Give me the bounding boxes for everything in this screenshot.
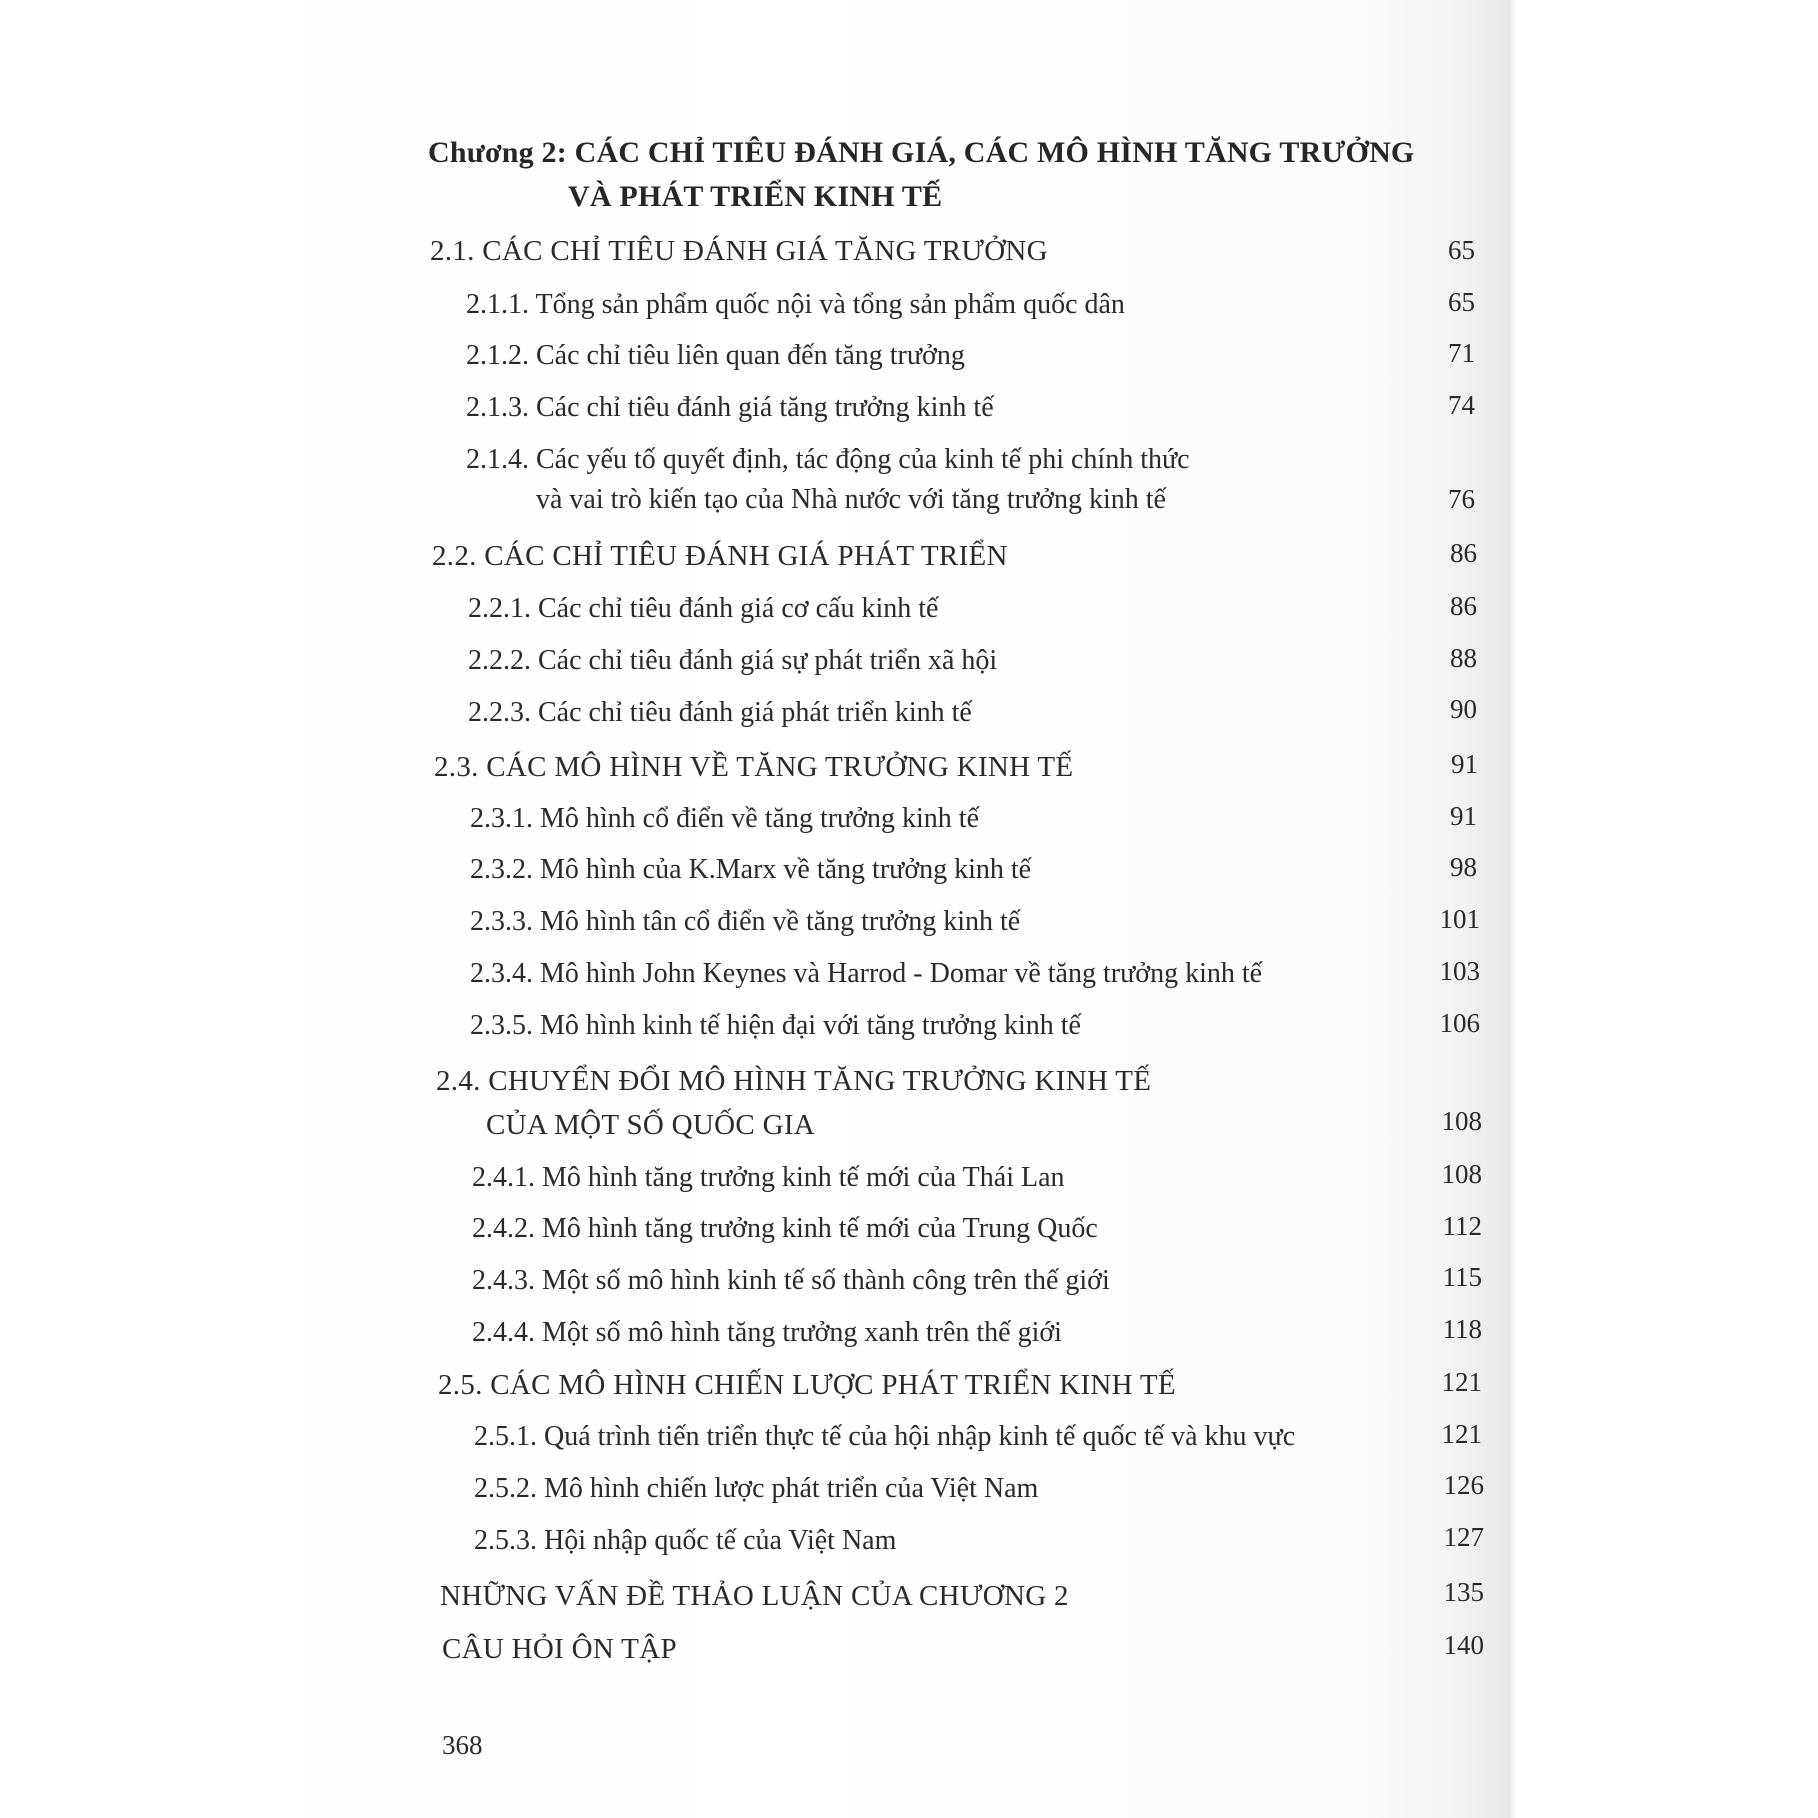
page-number: 368 xyxy=(442,1730,483,1760)
toc-entry-title: 2.5.3. Hội nhập quốc tế của Việt Nam xyxy=(474,1525,897,1556)
toc-entry-page: 76 xyxy=(1448,484,1475,514)
toc-entry-title: 2.1.3. Các chỉ tiêu đánh giá tăng trưởng kinh tế xyxy=(466,392,994,423)
toc-entry-title: 2.2. CÁC CHỈ TIÊU ĐÁNH GIÁ PHÁT TRIỂN xyxy=(432,540,1008,572)
toc-entry-page: 121 xyxy=(1441,1367,1482,1397)
page-edge-shadow xyxy=(1508,0,1516,1818)
toc-entry-page: 91 xyxy=(1450,801,1477,831)
toc-entry-page: 90 xyxy=(1450,694,1477,724)
toc-entry-title: NHỮNG VẤN ĐỀ THẢO LUẬN CỦA CHƯƠNG 2 xyxy=(440,1580,1069,1612)
toc-entry-page: 135 xyxy=(1443,1577,1484,1607)
toc-entry-title: 2.5. CÁC MÔ HÌNH CHIẾN LƯỢC PHÁT TRIỂN KINH TẾ xyxy=(438,1369,1176,1401)
toc-entry-page: 115 xyxy=(1442,1262,1482,1292)
toc-entry-page: 108 xyxy=(1441,1159,1482,1189)
toc-entry-title: 2.4.3. Một số mô hình kinh tế số thành công trên thế giới xyxy=(472,1265,1110,1296)
toc-entry-title: CÂU HỎI ÔN TẬP xyxy=(442,1633,677,1665)
toc-entry-title: 2.4.1. Mô hình tăng trưởng kinh tế mới của Thái Lan xyxy=(472,1162,1065,1193)
toc-entry-title: 2.2.2. Các chỉ tiêu đánh giá sự phát triển xã hội xyxy=(468,645,998,676)
toc-entry-page: 98 xyxy=(1450,852,1477,882)
toc-entry-page: 103 xyxy=(1439,956,1480,986)
toc-entry-title: 2.5.1. Quá trình tiến triển thực tế của hội nhập kinh tế quốc tế và khu vực xyxy=(474,1421,1296,1452)
toc-entry-title: 2.3.4. Mô hình John Keynes và Harrod - Domar về tăng trưởng kinh tế xyxy=(470,958,1263,989)
chapter-title-line-2: VÀ PHÁT TRIỂN KINH TẾ xyxy=(568,180,943,213)
toc-entry-page: 101 xyxy=(1439,904,1480,934)
toc-entry-title: 2.4.2. Mô hình tăng trưởng kinh tế mới của Trung Quốc xyxy=(472,1213,1098,1244)
toc-entry-page: 74 xyxy=(1448,390,1475,420)
toc-entry-page: 112 xyxy=(1442,1211,1482,1241)
toc-entry-page: 91 xyxy=(1451,749,1478,779)
toc-entry-title: 2.1.4. Các yếu tố quyết định, tác động của kinh tế phi chính thức xyxy=(466,444,1190,475)
toc-entry-page: 88 xyxy=(1450,643,1477,673)
toc-entry-title-continuation: CỦA MỘT SỐ QUỐC GIA xyxy=(486,1109,816,1141)
toc-entry-page: 71 xyxy=(1448,338,1475,368)
toc-entry-page: 108 xyxy=(1441,1106,1482,1136)
toc-entry-title: 2.5.2. Mô hình chiến lược phát triển của Việt Nam xyxy=(474,1473,1039,1504)
toc-entry-title: 2.3.2. Mô hình của K.Marx về tăng trưởng kinh tế xyxy=(470,854,1032,885)
toc-entry-title: 2.2.1. Các chỉ tiêu đánh giá cơ cấu kinh tế xyxy=(468,593,939,624)
toc-entry-title: 2.3. CÁC MÔ HÌNH VỀ TĂNG TRƯỞNG KINH TẾ xyxy=(434,751,1074,783)
toc-entry-title: 2.3.3. Mô hình tân cổ điển về tăng trưởng kinh tế xyxy=(470,906,1021,937)
toc-entry-page: 118 xyxy=(1442,1314,1482,1344)
toc-entry-page: 140 xyxy=(1443,1630,1484,1660)
toc-entry-title: 2.1.2. Các chỉ tiêu liên quan đến tăng trưởng xyxy=(466,340,965,371)
toc-entry-title: 2.1. CÁC CHỈ TIÊU ĐÁNH GIÁ TĂNG TRƯỞNG xyxy=(430,235,1048,267)
toc-entry-title: 2.4.4. Một số mô hình tăng trưởng xanh trên thế giới xyxy=(472,1317,1062,1348)
toc-entry-page: 65 xyxy=(1448,287,1475,317)
toc-entry-page: 126 xyxy=(1443,1470,1484,1500)
toc-entry-title: 2.4. CHUYỂN ĐỔI MÔ HÌNH TĂNG TRƯỞNG KINH TẾ xyxy=(436,1065,1152,1097)
toc-entry-title: 2.3.5. Mô hình kinh tế hiện đại với tăng trưởng kinh tế xyxy=(470,1010,1081,1041)
toc-entry-title: 2.2.3. Các chỉ tiêu đánh giá phát triển kinh tế xyxy=(468,697,972,728)
toc-entry-page: 86 xyxy=(1450,591,1477,621)
toc-entry-title: 2.3.1. Mô hình cổ điển về tăng trưởng kinh tế xyxy=(470,803,980,834)
toc-entry-page: 127 xyxy=(1443,1522,1484,1552)
toc-entry-page: 65 xyxy=(1448,235,1475,265)
toc-entry-title: 2.1.1. Tổng sản phẩm quốc nội và tổng sản phẩm quốc dân xyxy=(466,289,1125,320)
toc-entry-page: 121 xyxy=(1441,1419,1482,1449)
toc-entry-page: 86 xyxy=(1450,538,1477,568)
chapter-title-line-1: Chương 2: CÁC CHỈ TIÊU ĐÁNH GIÁ, CÁC MÔ HÌNH TĂNG TRƯỞNG xyxy=(428,136,1415,169)
toc-entry-page: 106 xyxy=(1439,1008,1480,1038)
toc-entry-title-continuation: và vai trò kiến tạo của Nhà nước với tăng trưởng kinh tế xyxy=(536,484,1166,515)
